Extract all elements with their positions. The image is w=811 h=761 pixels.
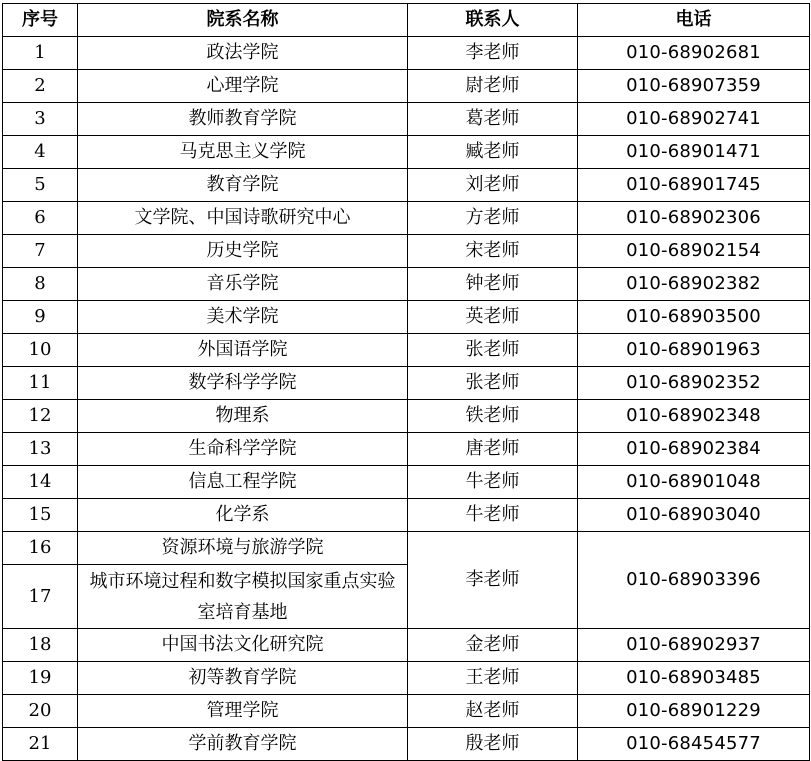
row-contact: 张老师 — [408, 334, 578, 367]
table-row — [3, 334, 810, 367]
row-num: 12 — [3, 400, 78, 433]
row-num: 7 — [3, 235, 78, 268]
row-num: 21 — [3, 728, 78, 761]
row-dept: 政法学院 — [78, 37, 408, 70]
row-phone: 010-68902382 — [578, 268, 810, 301]
row-phone: 010-68901048 — [578, 466, 810, 499]
header-contact: 联系人 — [408, 4, 578, 37]
row-contact: 英老师 — [408, 301, 578, 334]
header-num: 序号 — [3, 4, 78, 37]
row-phone: 010-68903040 — [578, 499, 810, 532]
row-dept-text: 城市环境过程和数字模拟国家重点实验室培育基地 — [89, 570, 396, 623]
row-num: 16 — [3, 532, 78, 565]
row-dept: 化学系 — [78, 499, 408, 532]
row-phone: 010-68902681 — [578, 37, 810, 70]
row-dept: 音乐学院 — [78, 268, 408, 301]
row-dept: 中国书法文化研究院 — [78, 629, 408, 662]
row-contact: 金老师 — [408, 629, 578, 662]
table-row — [3, 301, 810, 334]
row-dept: 外国语学院 — [78, 334, 408, 367]
table-row — [3, 466, 810, 499]
row-num: 19 — [3, 662, 78, 695]
table-row — [3, 532, 810, 565]
row-num: 1 — [3, 37, 78, 70]
table-row — [3, 103, 810, 136]
row-phone: 010-68902741 — [578, 103, 810, 136]
row-contact: 王老师 — [408, 662, 578, 695]
row-phone: 010-68902384 — [578, 433, 810, 466]
row-dept: 管理学院 — [78, 695, 408, 728]
row-num: 9 — [3, 301, 78, 334]
row-dept — [78, 565, 408, 629]
header-row — [3, 4, 810, 37]
row-contact: 刘老师 — [408, 169, 578, 202]
row-dept: 历史学院 — [78, 235, 408, 268]
header-phone: 电话 — [578, 4, 810, 37]
table-row — [3, 367, 810, 400]
table-row — [3, 136, 810, 169]
row-contact: 葛老师 — [408, 103, 578, 136]
row-dept: 文学院、中国诗歌研究中心 — [78, 202, 408, 235]
row-phone: 010-68901745 — [578, 169, 810, 202]
table-row — [3, 235, 810, 268]
row-dept: 物理系 — [78, 400, 408, 433]
table-row — [3, 662, 810, 695]
row-phone: 010-68907359 — [578, 70, 810, 103]
row-dept: 美术学院 — [78, 301, 408, 334]
table-row — [3, 70, 810, 103]
row-phone: 010-68903500 — [578, 301, 810, 334]
row-contact: 张老师 — [408, 367, 578, 400]
row-num: 5 — [3, 169, 78, 202]
table-row — [3, 433, 810, 466]
row-phone: 010-68902348 — [578, 400, 810, 433]
table-row — [3, 37, 810, 70]
table-row — [3, 695, 810, 728]
row-num: 2 — [3, 70, 78, 103]
row-phone: 010-68901963 — [578, 334, 810, 367]
row-num: 11 — [3, 367, 78, 400]
row-num: 13 — [3, 433, 78, 466]
row-phone: 010-68902937 — [578, 629, 810, 662]
row-num: 20 — [3, 695, 78, 728]
row-dept: 资源环境与旅游学院 — [78, 532, 408, 565]
table-row — [3, 268, 810, 301]
row-num: 18 — [3, 629, 78, 662]
row-phone: 010-68902306 — [578, 202, 810, 235]
row-phone: 010-68454577 — [578, 728, 810, 761]
header-dept: 院系名称 — [78, 4, 408, 37]
row-contact: 赵老师 — [408, 695, 578, 728]
table-row — [3, 629, 810, 662]
row-contact: 牛老师 — [408, 466, 578, 499]
row-num: 10 — [3, 334, 78, 367]
table-row — [3, 202, 810, 235]
row-dept: 初等教育学院 — [78, 662, 408, 695]
row-contact: 宋老师 — [408, 235, 578, 268]
row-phone: 010-68902352 — [578, 367, 810, 400]
row-contact: 铁老师 — [408, 400, 578, 433]
row-num: 15 — [3, 499, 78, 532]
row-dept: 学前教育学院 — [78, 728, 408, 761]
table-header — [3, 4, 810, 37]
row-contact: 牛老师 — [408, 499, 578, 532]
row-num: 17 — [3, 565, 78, 629]
row-phone-merged: 010-68903396 — [578, 532, 810, 629]
table-body — [3, 37, 810, 761]
row-dept: 心理学院 — [78, 70, 408, 103]
table-row — [3, 400, 810, 433]
row-contact: 殷老师 — [408, 728, 578, 761]
row-contact-merged: 李老师 — [408, 532, 578, 629]
row-contact: 唐老师 — [408, 433, 578, 466]
row-num: 14 — [3, 466, 78, 499]
row-dept: 生命科学学院 — [78, 433, 408, 466]
table-row — [3, 169, 810, 202]
row-dept: 数学科学学院 — [78, 367, 408, 400]
row-dept: 教师教育学院 — [78, 103, 408, 136]
row-dept: 信息工程学院 — [78, 466, 408, 499]
row-num: 6 — [3, 202, 78, 235]
row-contact: 尉老师 — [408, 70, 578, 103]
row-dept: 教育学院 — [78, 169, 408, 202]
row-num: 4 — [3, 136, 78, 169]
row-phone: 010-68903485 — [578, 662, 810, 695]
row-num: 8 — [3, 268, 78, 301]
row-contact: 臧老师 — [408, 136, 578, 169]
row-contact: 方老师 — [408, 202, 578, 235]
row-contact: 钟老师 — [408, 268, 578, 301]
row-phone: 010-68901471 — [578, 136, 810, 169]
department-contacts-table — [2, 3, 810, 761]
row-phone: 010-68902154 — [578, 235, 810, 268]
row-dept: 马克思主义学院 — [78, 136, 408, 169]
table-row — [3, 499, 810, 532]
row-num: 3 — [3, 103, 78, 136]
row-contact: 李老师 — [408, 37, 578, 70]
row-phone: 010-68901229 — [578, 695, 810, 728]
